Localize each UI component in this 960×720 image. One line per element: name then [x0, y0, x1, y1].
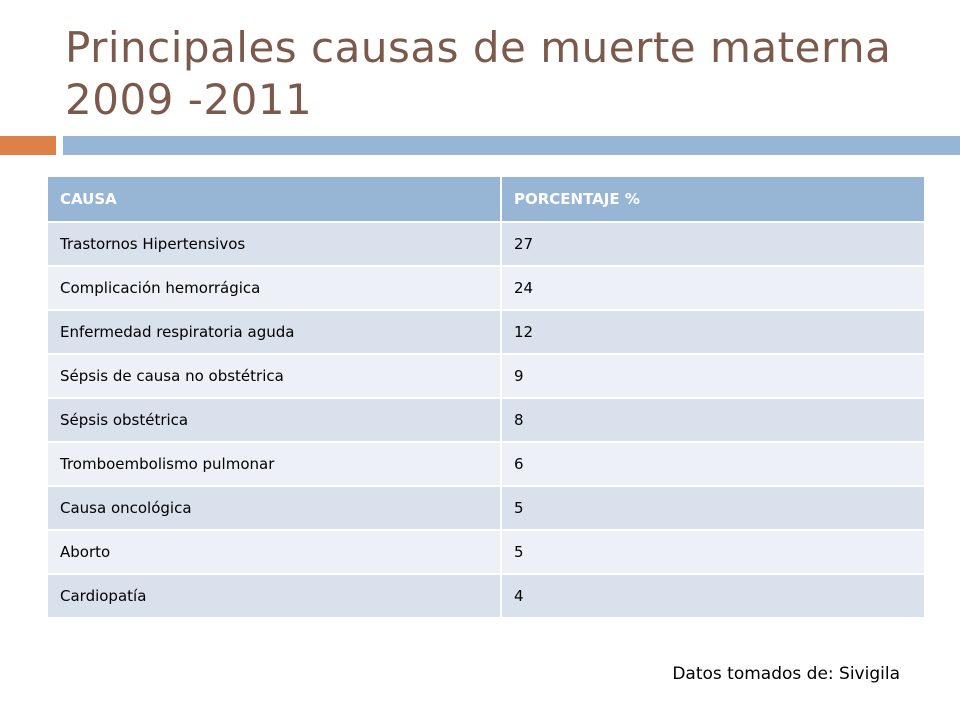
- cause-cell: Cardiopatía: [47, 574, 501, 618]
- percentage-cell: 24: [501, 266, 925, 310]
- table-row: [47, 354, 925, 398]
- table-row: [47, 442, 925, 486]
- cause-cell: Sépsis obstétrica: [47, 398, 501, 442]
- cause-cell: Trastornos Hipertensivos: [47, 222, 501, 266]
- source-note: Datos tomados de: Sivigila: [672, 664, 900, 684]
- cause-cell: Enfermedad respiratoria aguda: [47, 310, 501, 354]
- maternal-death-causes-table: [46, 175, 926, 619]
- title-underline-bar: [63, 136, 960, 155]
- title-accent-bar: [0, 136, 56, 155]
- percentage-cell: 4: [501, 574, 925, 618]
- percentage-cell: 27: [501, 222, 925, 266]
- cause-cell: Complicación hemorrágica: [47, 266, 501, 310]
- table-row: [47, 398, 925, 442]
- percentage-cell: 12: [501, 310, 925, 354]
- table-header-row: [47, 176, 925, 222]
- table-row: [47, 574, 925, 618]
- header-percentage: PORCENTAJE %: [501, 176, 925, 222]
- table-row: [47, 222, 925, 266]
- percentage-cell: 8: [501, 398, 925, 442]
- cause-cell: Aborto: [47, 530, 501, 574]
- percentage-cell: 9: [501, 354, 925, 398]
- cause-cell: Sépsis de causa no obstétrica: [47, 354, 501, 398]
- percentage-cell: 5: [501, 486, 925, 530]
- cause-cell: Tromboembolismo pulmonar: [47, 442, 501, 486]
- slide-title: Principales causas de muerte materna 2009 -2011: [65, 23, 892, 124]
- table-row: [47, 486, 925, 530]
- cause-cell: Causa oncológica: [47, 486, 501, 530]
- percentage-cell: 5: [501, 530, 925, 574]
- header-cause: CAUSA: [47, 176, 501, 222]
- percentage-cell: 6: [501, 442, 925, 486]
- table-row: [47, 530, 925, 574]
- table-row: [47, 310, 925, 354]
- table-row: [47, 266, 925, 310]
